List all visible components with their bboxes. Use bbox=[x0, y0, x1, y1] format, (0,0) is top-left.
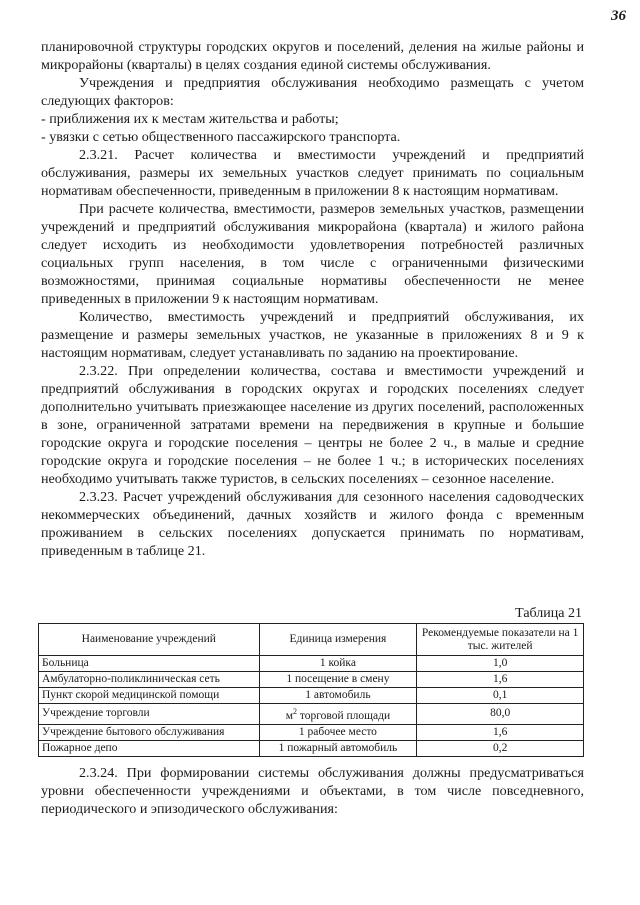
table-caption: Таблица 21 bbox=[515, 606, 582, 621]
page-number: 36 bbox=[611, 8, 626, 24]
value-cell: 0,1 bbox=[417, 688, 584, 704]
value-cell: 1,6 bbox=[417, 672, 584, 688]
paragraph: 2.3.23. Расчет учреждений обслуживания для сезонного населения садоводческих некоммерческих объединений, дачных хозяйств и жилого фонда с временным проживанием в сельских поселениях допускается принимать по нормативам, приведенным в таблице 21. bbox=[41, 489, 584, 559]
paragraph: планировочной структуры городских округов и поселений, деления на жилые районы и микрорайоны (кварталы) в целях создания единой системы обслуживания. bbox=[41, 39, 584, 73]
value-cell: 1,6 bbox=[417, 724, 584, 740]
table-row bbox=[39, 656, 584, 672]
table-row bbox=[39, 704, 584, 725]
after-table-text bbox=[41, 764, 584, 818]
paragraph: 2.3.21. Расчет количества и вместимости учреждений и предприятий обслуживания, размеры их земельных участков следует принимать по социальным нормативам обеспеченности, приведенным в приложении 8 к настоящим нормативам. bbox=[41, 147, 584, 199]
unit-cell: 1 посещение в смену bbox=[259, 672, 417, 688]
table-row bbox=[39, 672, 584, 688]
value-cell: 1,0 bbox=[417, 656, 584, 672]
column-header: Единица измерения bbox=[259, 624, 417, 656]
paragraph: Количество, вместимость учреждений и предприятий обслуживания, их размещение и размеры земельных участков, не указанные в приложениях 8 и 9 к настоящим нормативам, следует устанавливать по заданию на проектирование. bbox=[41, 309, 584, 361]
unit-superscript: 2 bbox=[292, 707, 297, 716]
table-row bbox=[39, 740, 584, 756]
services-table bbox=[38, 623, 584, 757]
facility-cell: Амбулаторно-поликлиническая сеть bbox=[39, 672, 260, 688]
unit-suffix: торговой площади bbox=[296, 709, 391, 722]
paragraph: Учреждения и предприятия обслуживания необходимо размещать с учетом следующих факторов: bbox=[41, 75, 584, 109]
paragraph: При расчете количества, вместимости, размеров земельных участков, размещении учреждений и предприятий обслуживания микрорайона (квартала) и жилого района следует исходить из необходимости удовлетворения потребностей различных социальных групп населения, в том числе с ограниченными физическими возможностями, принимая социальные нормативы обеспеченности не менее приведенных в приложении 9 к настоящим нормативам. bbox=[41, 201, 584, 307]
unit-cell: 1 койка bbox=[259, 656, 417, 672]
unit-base: м bbox=[285, 709, 293, 722]
unit-cell: 1 рабочее место bbox=[259, 724, 417, 740]
value-cell: 80,0 bbox=[417, 704, 584, 725]
facility-cell: Пожарное депо bbox=[39, 740, 260, 756]
unit-cell: 1 пожарный автомобиль bbox=[259, 740, 417, 756]
facility-cell: Учреждение бытового обслуживания bbox=[39, 724, 260, 740]
facility-cell: Пункт скорой медицинской помощи bbox=[39, 688, 260, 704]
paragraph: 2.3.24. При формировании системы обслуживания должны предусматриваться уровни обеспеченности учреждениями и объектами, в том числе повседневного, периодического и эпизодического обслуживания: bbox=[41, 765, 584, 817]
table-row bbox=[39, 724, 584, 740]
paragraph: 2.3.22. При определении количества, состава и вместимости учреждений и предприятий обслуживания в городских округах и городских поселениях следует дополнительно учитывать приезжающее население из других поселений, расположенных в зоне, ограниченной затратами времени на передвижения в крупные и большие городские округа и городские поселения – центры не более 2 ч., в малые и средние городские округа и городские поселения – не более 1 ч.; в исторических поселениях необходимо учитывать также туристов, в сельских поселениях – сезонное население. bbox=[41, 363, 584, 487]
column-header: Рекомендуемые показатели на 1 тыс. жителей bbox=[417, 624, 584, 656]
unit-cell: 1 автомобиль bbox=[259, 688, 417, 704]
column-header: Наименование учреждений bbox=[39, 624, 260, 656]
list-item: - увязки с сетью общественного пассажирского транспорта. bbox=[41, 129, 401, 145]
value-cell: 0,2 bbox=[417, 740, 584, 756]
facility-cell: Больница bbox=[39, 656, 260, 672]
list-item: - приближения их к местам жительства и работы; bbox=[41, 111, 339, 127]
body-text bbox=[41, 38, 584, 560]
table-row bbox=[39, 688, 584, 704]
unit-cell bbox=[259, 704, 417, 725]
facility-cell: Учреждение торговли bbox=[39, 704, 260, 725]
table-header-row bbox=[39, 624, 584, 656]
